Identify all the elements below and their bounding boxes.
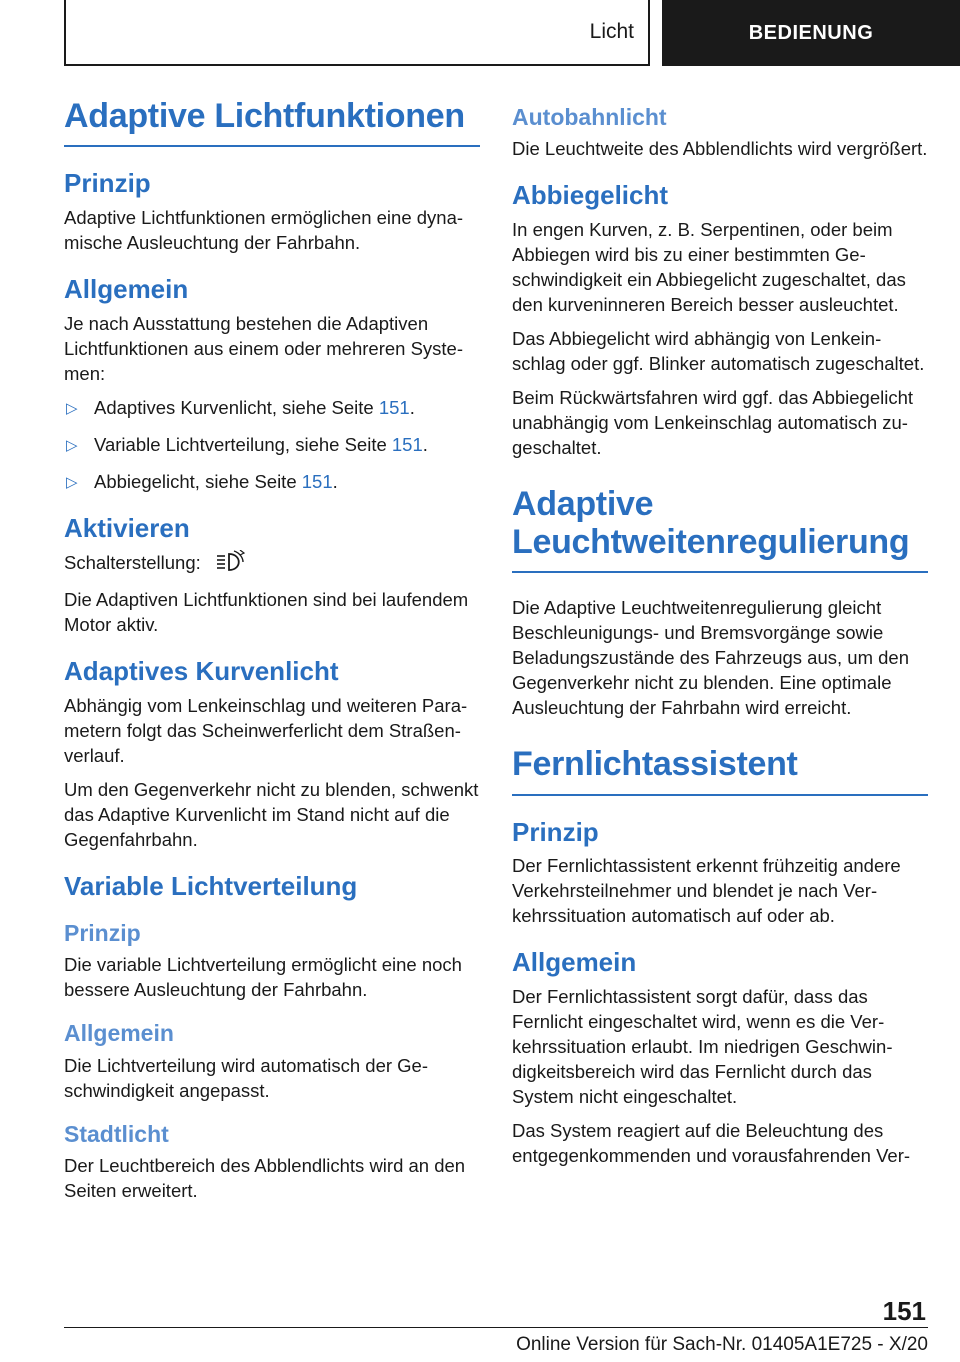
- heading-aktivieren: Aktivieren: [64, 513, 190, 544]
- feature-list: [64, 395, 480, 494]
- footer-version-text: Online Version für Sach-Nr. 01405A1E725 - X/20: [516, 1334, 928, 1355]
- stadtlicht-text: Der Leuchtbereich des Abblendlichts wird an den Seiten erweitert.: [64, 1155, 466, 1202]
- list-item: ▷ Variable Lichtverteilung, siehe Seite 151.: [64, 432, 480, 457]
- autobahnlicht-text: Die Leuchtweite des Abblendlichts wird vergrößert.: [512, 138, 928, 160]
- abbiegelicht-text-2: Das Abbiegelicht wird abhängig von Lenkeinschlag oder ggf. Blinker automatisch zugeschaltet.: [512, 328, 925, 375]
- heading-abbiegelicht: Abbiegelicht: [512, 180, 669, 211]
- fla-prinzip-text: Der Fernlichtassistent erkennt frühzeitig andere Verkehrsteilnehmer und blendet je nach Verkehrssituation automatisch auf oder ab.: [512, 855, 901, 927]
- lwr-title: Adaptive Leuchtweitenregulierung: [512, 486, 928, 573]
- switch-position-line: Schalterstellung:: [64, 550, 480, 578]
- main-title: Adaptive Lichtfunktionen: [64, 98, 480, 147]
- page-link[interactable]: 151: [301, 471, 333, 493]
- triangle-bullet-icon: ▷: [66, 474, 78, 492]
- variable-prinzip-text: Die variable Lichtverteilung ermöglicht eine noch bessere Ausleuchtung der Fahrbahn.: [64, 954, 462, 1001]
- right-column: [512, 98, 928, 1177]
- page-number: 151: [882, 1296, 926, 1326]
- heading-allgemein: Allgemein: [64, 274, 189, 305]
- heading-prinzip: Prinzip: [64, 168, 151, 199]
- footer-divider: [64, 1327, 928, 1328]
- kurvenlicht-text-1: Abhängig vom Lenkeinschlag und weiteren Parametern folgt das Scheinwerferlicht dem Straßenverlauf.: [64, 695, 468, 767]
- page-link[interactable]: 151: [391, 434, 423, 456]
- prinzip-text: Adaptive Lichtfunktionen ermöglichen eine dynamische Ausleuchtung der Fahrbahn.: [64, 207, 464, 254]
- heading-fla-allgemein: Allgemein: [512, 947, 637, 978]
- allgemein-text: Je nach Ausstattung bestehen die Adaptiven Lichtfunktionen aus einem oder mehreren Systemen:: [64, 313, 464, 385]
- headlight-auto-icon: [216, 550, 246, 578]
- left-column: [64, 98, 480, 1212]
- kurvenlicht-text-2: Um den Gegenverkehr nicht zu blenden, schwenkt das Adaptive Kurvenlicht im Stand nicht auf die Gegenfahrbahn.: [64, 779, 479, 851]
- heading-variable: Variable Lichtverteilung: [64, 871, 358, 902]
- heading-fla-prinzip: Prinzip: [512, 816, 599, 847]
- variable-allgemein-text: Die Lichtverteilung wird automatisch der Geschwindigkeit angepasst.: [64, 1054, 429, 1101]
- list-item: ▷ Adaptives Kurvenlicht, siehe Seite 151.: [64, 395, 480, 420]
- page-header: [0, 0, 960, 66]
- aktivieren-text: Die Adaptiven Lichtfunktionen sind bei laufendem Motor aktiv.: [64, 589, 469, 636]
- list-item: ▷ Abbiegelicht, siehe Seite 151.: [64, 469, 480, 494]
- abbiegelicht-text-3: Beim Rückwärtsfahren wird ggf. das Abbiegelicht unabhängig vom Lenkeinschlag automatisch zugeschaltet.: [512, 387, 914, 459]
- chapter-tab: BEDIENUNG: [662, 0, 960, 66]
- fernlichtassistent-title: Fernlichtassistent: [512, 746, 928, 795]
- subheading-allgemein: Allgemein: [64, 1020, 174, 1047]
- page-link[interactable]: 151: [378, 397, 410, 419]
- subheading-stadtlicht: Stadtlicht: [64, 1120, 169, 1147]
- triangle-bullet-icon: ▷: [66, 437, 78, 455]
- triangle-bullet-icon: ▷: [66, 400, 78, 418]
- lwr-text: Die Adaptive Leuchtweitenregulierung gleicht Beschleunigungs- und Bremsvorgänge sowie Beladungszustände des Fahrzeugs aus, um den Gegenverkehr nicht zu blenden. Eine optimale Ausleuchtung der Fahrbahn wird erreicht.: [512, 597, 909, 719]
- fla-allgemein-text-2: Das System reagiert auf die Beleuchtung des entgegenkommenden und vorausfahrenden Ver-: [512, 1120, 911, 1167]
- heading-kurvenlicht: Adaptives Kurvenlicht: [64, 656, 339, 687]
- abbiegelicht-text-1: In engen Kurven, z. B. Serpentinen, oder beim Abbiegen wird bis zu einer bestimmten Geschwindigkeit ein Abbiegelicht zugeschaltet, das den kurveninneren Bereich besser ausleuchtet.: [512, 219, 906, 316]
- subheading-autobahnlicht: Autobahnlicht: [512, 104, 667, 130]
- fla-allgemein-text-1: Der Fernlichtassistent sorgt dafür, dass das Fernlicht eingeschaltet wird, wenn es die Verkehrssituation erlaubt. Im niedrigen Geschwindigkeitsbereich wird das Fernlicht durch das System nicht eingeschaltet.: [512, 986, 893, 1108]
- section-title: Licht: [64, 0, 650, 66]
- subheading-prinzip: Prinzip: [64, 919, 141, 946]
